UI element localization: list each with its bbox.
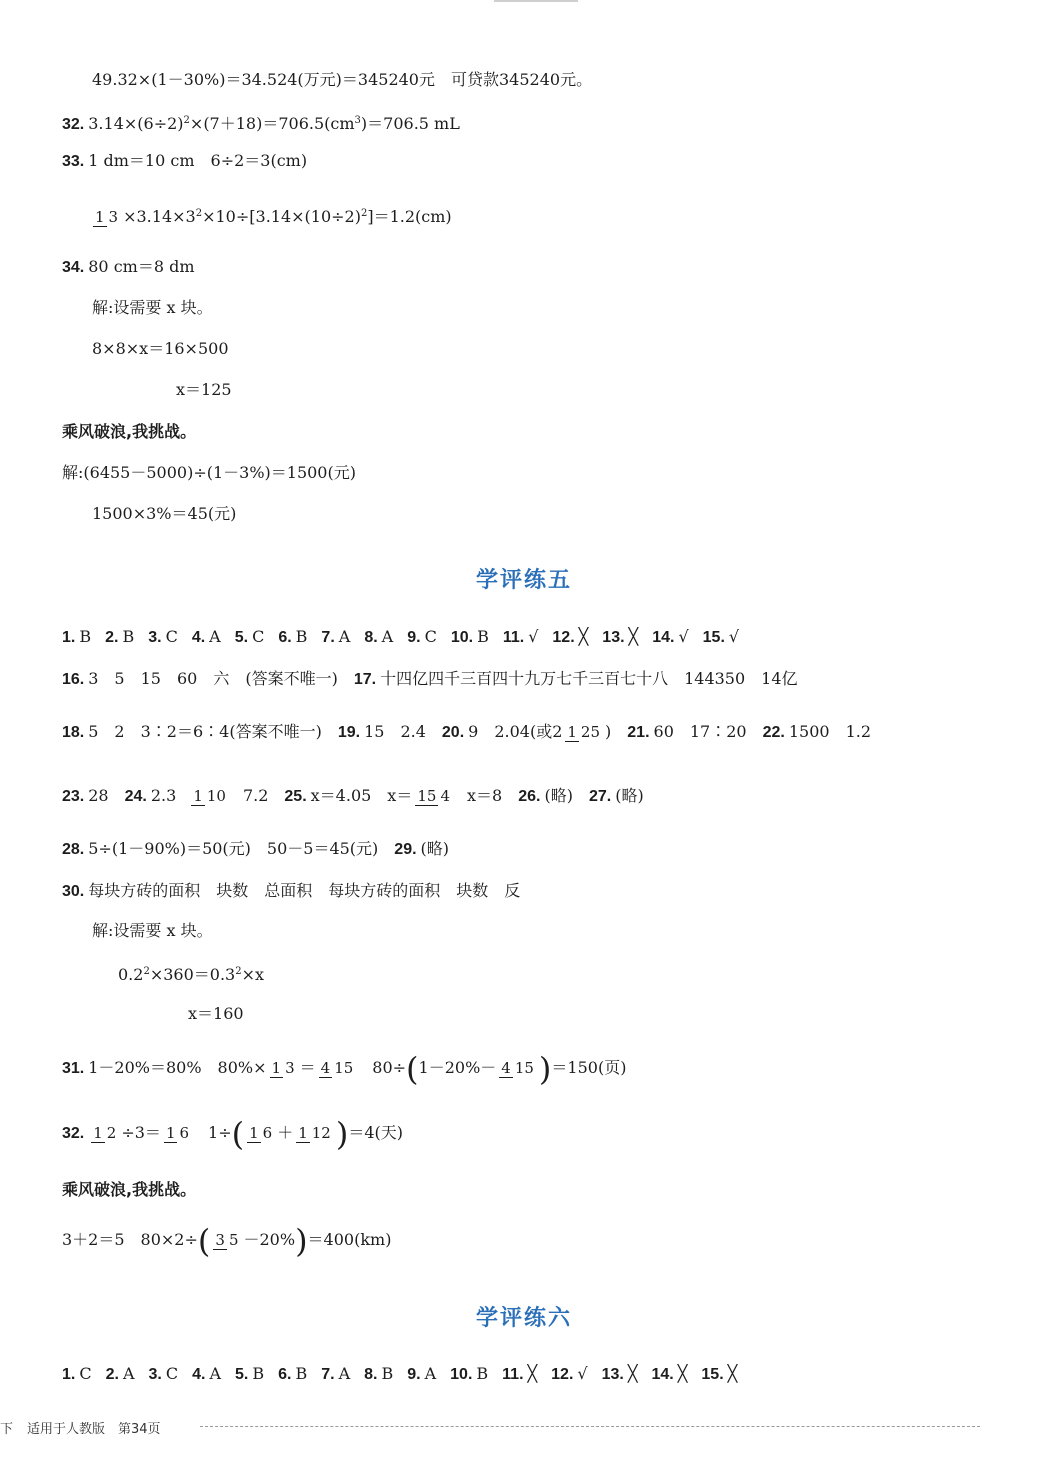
question-number: 9. xyxy=(407,629,421,646)
question-number: 2. xyxy=(105,629,119,646)
answer-item xyxy=(364,1364,393,1385)
answer-value: ╳ xyxy=(727,1364,738,1383)
answer-q33-line2: 1 $3 \times 3.14\times 3^2\times 10\div[3.14\times(10\div 2)^2]=1.2(cm)$ xyxy=(95,207,452,227)
answer-value: B xyxy=(79,627,92,646)
answer-item xyxy=(62,627,91,648)
answer-q34-line2: 解:设需要 x 块。 xyxy=(92,298,213,317)
challenge-heading: 乘风破浪,我挑战。 xyxy=(62,422,197,441)
answer-value: B xyxy=(476,1364,489,1383)
answer-value: ╳ xyxy=(527,1364,538,1383)
answer-item xyxy=(235,627,265,648)
footer-rule xyxy=(200,1426,980,1427)
answer-q34: 34. 80 cm＝8 dm xyxy=(62,257,195,276)
section-title: 学评练五 xyxy=(475,568,572,593)
question-number: 13. xyxy=(602,629,625,646)
answer-q30: 30. 每块方砖的面积 块数 总面积 每块方砖的面积 块数 反 xyxy=(62,881,521,900)
answer-item xyxy=(503,627,539,648)
question-number: 9. xyxy=(407,1366,421,1383)
answer-q30-line2: 解:设需要 x 块。 xyxy=(92,921,213,940)
answer-value: C xyxy=(79,1364,92,1383)
question-number: 10. xyxy=(450,629,474,646)
answer-item xyxy=(321,1364,350,1385)
fraction: 1 6 xyxy=(249,1123,273,1142)
fraction: 4 15 xyxy=(320,1058,354,1077)
page-footer xyxy=(0,1418,161,1437)
answer-value: √ xyxy=(728,627,740,646)
answer-item xyxy=(450,1364,488,1385)
answer-value: A xyxy=(209,1364,221,1383)
top-mark xyxy=(494,0,578,2)
answer-value: A xyxy=(209,627,221,646)
answer-item xyxy=(192,627,221,648)
question-number: 7. xyxy=(321,629,335,646)
answer-value: √ xyxy=(678,627,689,646)
answer-value: C xyxy=(424,627,437,646)
answer-value: ╳ xyxy=(627,1364,638,1383)
footer-left: 下 xyxy=(0,1422,14,1437)
answer-item xyxy=(652,1364,688,1385)
answer-q31: 31. 1－20%＝80% 80%× 1 3 ＝ 4 15 80÷(1－20%－ 4 15 )＝150(页) xyxy=(62,1049,627,1088)
answer-item xyxy=(551,1364,587,1385)
answer-q32: 32. 1 2 ÷3＝ 1 6 1÷( 1 6 ＋ 1 12 )＝4(天) xyxy=(62,1114,404,1153)
answer-q28-q29: 28. 5÷(1－90%)＝50(元) 50－5＝45(元) 29. (略) xyxy=(62,839,450,858)
answer-value: √ xyxy=(528,627,539,646)
answer-item xyxy=(106,1364,135,1385)
question-number: 5. xyxy=(235,1366,249,1383)
answer-value: ╳ xyxy=(578,627,589,646)
answer-item xyxy=(451,627,489,648)
answer-value: B xyxy=(477,627,489,646)
question-number: 15. xyxy=(702,629,725,646)
answer-item xyxy=(278,1364,307,1385)
answer-item xyxy=(62,1364,92,1385)
question-number: 3. xyxy=(148,629,162,646)
fraction: 1 6 xyxy=(165,1123,190,1142)
challenge-line1: 解:(6455－5000)÷(1－3%)＝1500(元) xyxy=(62,463,356,482)
answer-item xyxy=(321,627,350,648)
question-number: 4. xyxy=(191,629,206,646)
answer-item xyxy=(364,627,393,648)
answer-item xyxy=(502,1364,537,1385)
fraction: 1 10 xyxy=(193,786,226,805)
answer-item xyxy=(602,1364,638,1385)
answer-item xyxy=(149,1364,179,1385)
answer-item xyxy=(703,627,739,648)
challenge-heading: 乘风破浪,我挑战。 xyxy=(62,1180,197,1199)
question-number: 5. xyxy=(234,629,249,646)
question-number: 12. xyxy=(551,1366,574,1383)
question-number: 11. xyxy=(502,629,525,646)
answer-value: ╳ xyxy=(628,627,639,646)
question-number: 6. xyxy=(278,1366,292,1383)
answer-q33: 33. 1 dm＝10 cm 6÷2＝3(cm) xyxy=(62,151,308,170)
answer-value: B xyxy=(381,1364,394,1383)
answer-value: B xyxy=(252,1364,265,1383)
question-number: 10. xyxy=(450,1366,473,1383)
question-number: 15. xyxy=(701,1366,724,1383)
answer-value: C xyxy=(252,627,265,646)
answer-item xyxy=(105,627,134,648)
section-title: 学评练六 xyxy=(475,1306,572,1331)
answer-item xyxy=(701,1364,737,1385)
fraction: 1 12 xyxy=(298,1123,331,1142)
answer-value: B xyxy=(295,1364,308,1383)
answer-item xyxy=(407,627,437,648)
question-number: 3. xyxy=(148,1366,162,1383)
question-number: 4. xyxy=(192,1366,206,1383)
question-number: 2. xyxy=(105,1366,119,1383)
answer-item xyxy=(148,627,178,648)
answer-value: B xyxy=(122,627,135,646)
answer-value: A xyxy=(122,1364,135,1383)
answer-value: C xyxy=(165,1364,179,1383)
answer-value: √ xyxy=(577,1364,588,1383)
question-number: 8. xyxy=(364,629,378,646)
answer-value: A xyxy=(424,1364,437,1383)
answer-q34-line3: 8×8×x＝16×500 xyxy=(92,339,229,358)
fraction: 1 2 xyxy=(93,1123,117,1142)
question-number: 11. xyxy=(502,1366,524,1383)
answer-value: A xyxy=(338,627,351,646)
fraction: 1 3 xyxy=(271,1058,295,1077)
question-number: 14. xyxy=(651,1366,674,1383)
answer-value: A xyxy=(338,1364,351,1383)
answer-item xyxy=(652,627,688,648)
footer-text: 适用于人教版 第34页 xyxy=(27,1422,161,1437)
fraction: 1 3 xyxy=(95,207,119,226)
answer-q30-line4: x＝160 xyxy=(188,1004,244,1023)
answer-item xyxy=(602,627,638,648)
answer-item xyxy=(552,627,588,648)
answer-line: 49.32×(1－30%)＝34.524(万元)＝345240元 可贷款345240元。 xyxy=(92,70,593,89)
fraction: 4 15 xyxy=(501,1058,534,1077)
challenge-answer: 3＋2＝5 80×2÷( 3 5 －20%)＝400(km) xyxy=(62,1221,392,1260)
answer-q18-q22: 18. 5 2 3∶2＝6∶4(答案不唯一) 19. 15 2.4 20. 9 2.04(或2 1 25 ) 21. 60 17∶20 22. 1500 1.2 xyxy=(62,722,872,741)
answer-q34-line4: x＝125 xyxy=(176,380,232,399)
fraction: 1 25 xyxy=(567,722,601,741)
question-number: 1. xyxy=(62,1366,76,1383)
answer-value: A xyxy=(381,627,394,646)
question-number: 8. xyxy=(364,1366,378,1383)
question-number: 12. xyxy=(552,629,575,646)
answer-q23-q27: 23. 28 24. 2.3 1 10 7.2 25. x＝4.05 x＝ 15 4 x＝8 26. (略) 27. (略) xyxy=(62,786,644,805)
fraction: 15 4 xyxy=(417,786,450,805)
answer-row-choice xyxy=(62,1364,751,1385)
question-number: 7. xyxy=(321,1366,335,1383)
answer-value: B xyxy=(295,627,308,646)
answer-item xyxy=(407,1364,436,1385)
question-number: 14. xyxy=(652,629,675,646)
answer-value: ╳ xyxy=(677,1364,688,1383)
answer-q30-line3: $0.2^2\times 360=0.3^2\times x$ xyxy=(118,965,265,985)
question-number: 1. xyxy=(62,629,76,646)
answer-q16-q17: 16. 3 5 15 60 六 (答案不唯一) 17. 十四亿四千三百四十九万七千三百七十八 144350 14亿 xyxy=(62,669,798,688)
answer-item xyxy=(235,1364,264,1385)
answer-item xyxy=(192,1364,221,1385)
question-number: 13. xyxy=(601,1366,624,1383)
fraction: 3 5 xyxy=(215,1230,239,1249)
challenge-line2: 1500×3%＝45(元) xyxy=(92,504,237,523)
question-number: 6. xyxy=(278,629,292,646)
answer-item xyxy=(278,627,307,648)
answer-q32: 32. $3.14\times(6\div 2)^2\times(7+18)=706.5(cm^3)=706.5$ mL xyxy=(62,114,460,134)
answer-value: C xyxy=(165,627,178,646)
answer-row-choice xyxy=(62,627,753,648)
